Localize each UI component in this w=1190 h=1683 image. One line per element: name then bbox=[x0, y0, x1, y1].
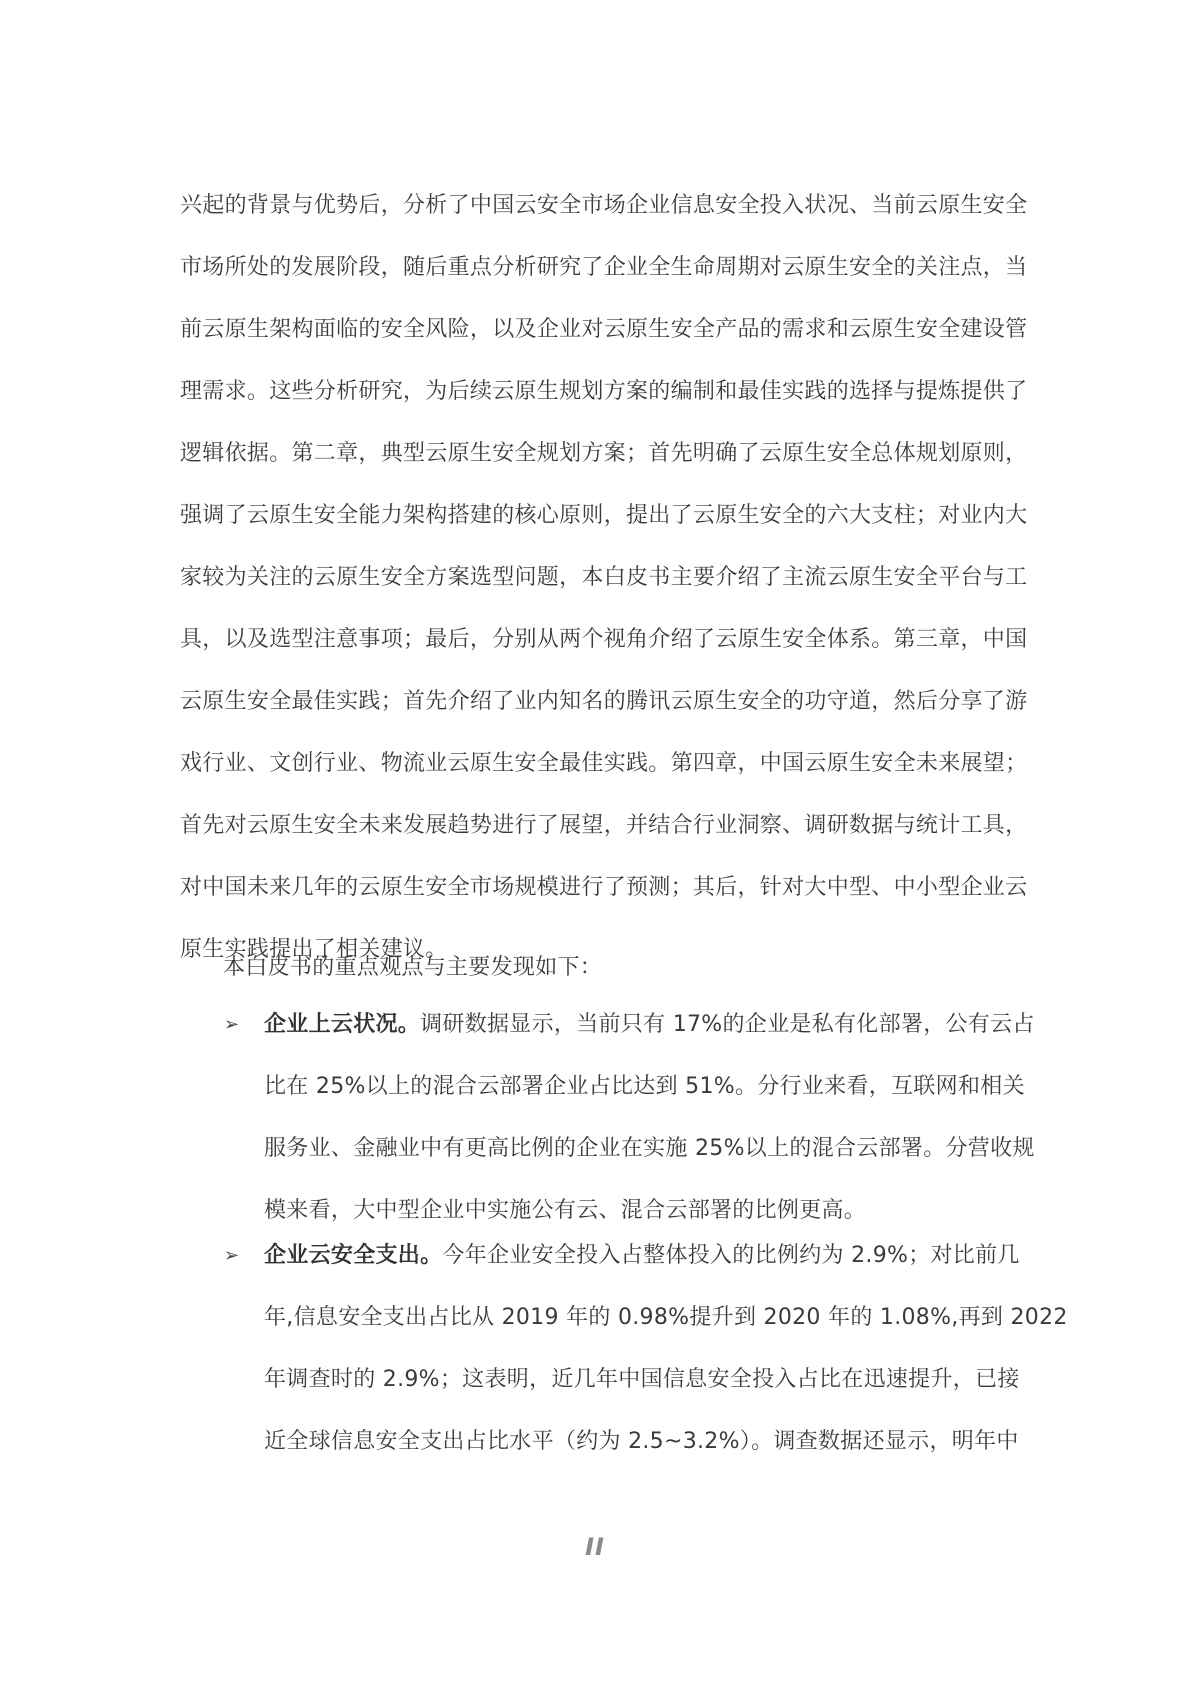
bullet-first-line bbox=[264, 1225, 1024, 1287]
bullet-first-rest: 今年企业安全投入占整体投入的比例约为 2.9%；对比前几 bbox=[442, 1243, 1020, 1268]
text-line: 对中国未来几年的云原生安全市场规模进行了预测；其后，针对大中型、中小型企业云 bbox=[180, 875, 1028, 900]
text-line: 理需求。这些分析研究，为后续云原生规划方案的编制和最佳实践的选择与提炼提供了 bbox=[180, 379, 1028, 404]
text-line: 模来看，大中型企业中实施公有云、混合云部署的比例更高。 bbox=[264, 1198, 867, 1223]
text-line: 云原生安全最佳实践；首先介绍了业内知名的腾讯云原生安全的功守道，然后分享了游 bbox=[180, 689, 1028, 714]
text-line: 逻辑依据。第二章，典型云原生安全规划方案；首先明确了云原生安全总体规划原则， bbox=[180, 441, 1028, 466]
text-line: 年调查时的 2.9%；这表明，近几年中国信息安全投入占比在迅速提升，已接 bbox=[264, 1367, 1020, 1392]
page-number: II bbox=[585, 1533, 605, 1561]
text-line: 具，以及选型注意事项；最后，分别从两个视角介绍了云原生安全体系。第三章，中国 bbox=[180, 627, 1028, 652]
text-line: 近全球信息安全支出占比水平（约为 2.5~3.2%）。调查数据还显示，明年中 bbox=[264, 1429, 1019, 1454]
text-line: 市场所处的发展阶段，随后重点分析研究了企业全生命周期对云原生安全的关注点，当 bbox=[180, 255, 1028, 280]
text-line: 年,信息安全支出占比从 2019 年的 0.98%提升到 2020 年的 1.08%,再到 2022 bbox=[264, 1305, 1068, 1330]
bullet-arrow-icon: ➢ bbox=[224, 1245, 240, 1266]
bullet-title: 企业云安全支出。 bbox=[264, 1243, 443, 1268]
text-line: 兴起的背景与优势后，分析了中国云安全市场企业信息安全投入状况、当前云原生安全 bbox=[180, 193, 1028, 218]
text-line: 首先对云原生安全未来发展趋势进行了展望，并结合行业洞察、调研数据与统计工具， bbox=[180, 813, 1028, 838]
bullet-first-rest: 调研数据显示，当前只有 17%的企业是私有化部署，公有云占 bbox=[420, 1012, 1035, 1037]
intro-paragraph bbox=[180, 175, 1028, 981]
text-line: 原生实践提出了相关建议。 bbox=[180, 937, 448, 962]
text-line: 强调了云原生安全能力架构搭建的核心原则，提出了云原生安全的六大支柱；对业内大 bbox=[180, 503, 1028, 528]
text-line: 戏行业、文创行业、物流业云原生安全最佳实践。第四章，中国云原生安全未来展望； bbox=[180, 751, 1028, 776]
bullet-text bbox=[264, 1225, 1068, 1473]
text-line: 比在 25%以上的混合云部署企业占比达到 51%。分行业来看，互联网和相关 bbox=[264, 1074, 1025, 1099]
text-line: 前云原生架构面临的安全风险，以及企业对云原生安全产品的需求和云原生安全建设管 bbox=[180, 317, 1028, 342]
lead-text: 本白皮书的重点观点与主要发现如下： bbox=[223, 955, 603, 980]
bullet-arrow-icon: ➢ bbox=[224, 1014, 240, 1035]
bullet-title: 企业上云状况。 bbox=[264, 1012, 421, 1037]
text-line: 家较为关注的云原生安全方案选型问题，本白皮书主要介绍了主流云原生安全平台与工 bbox=[180, 565, 1028, 590]
bullet-first-line bbox=[264, 994, 1035, 1056]
bullet-text bbox=[264, 994, 1035, 1242]
findings-lead bbox=[223, 937, 1023, 999]
text-line: 服务业、金融业中有更高比例的企业在实施 25%以上的混合云部署。分营收规 bbox=[264, 1136, 1035, 1161]
